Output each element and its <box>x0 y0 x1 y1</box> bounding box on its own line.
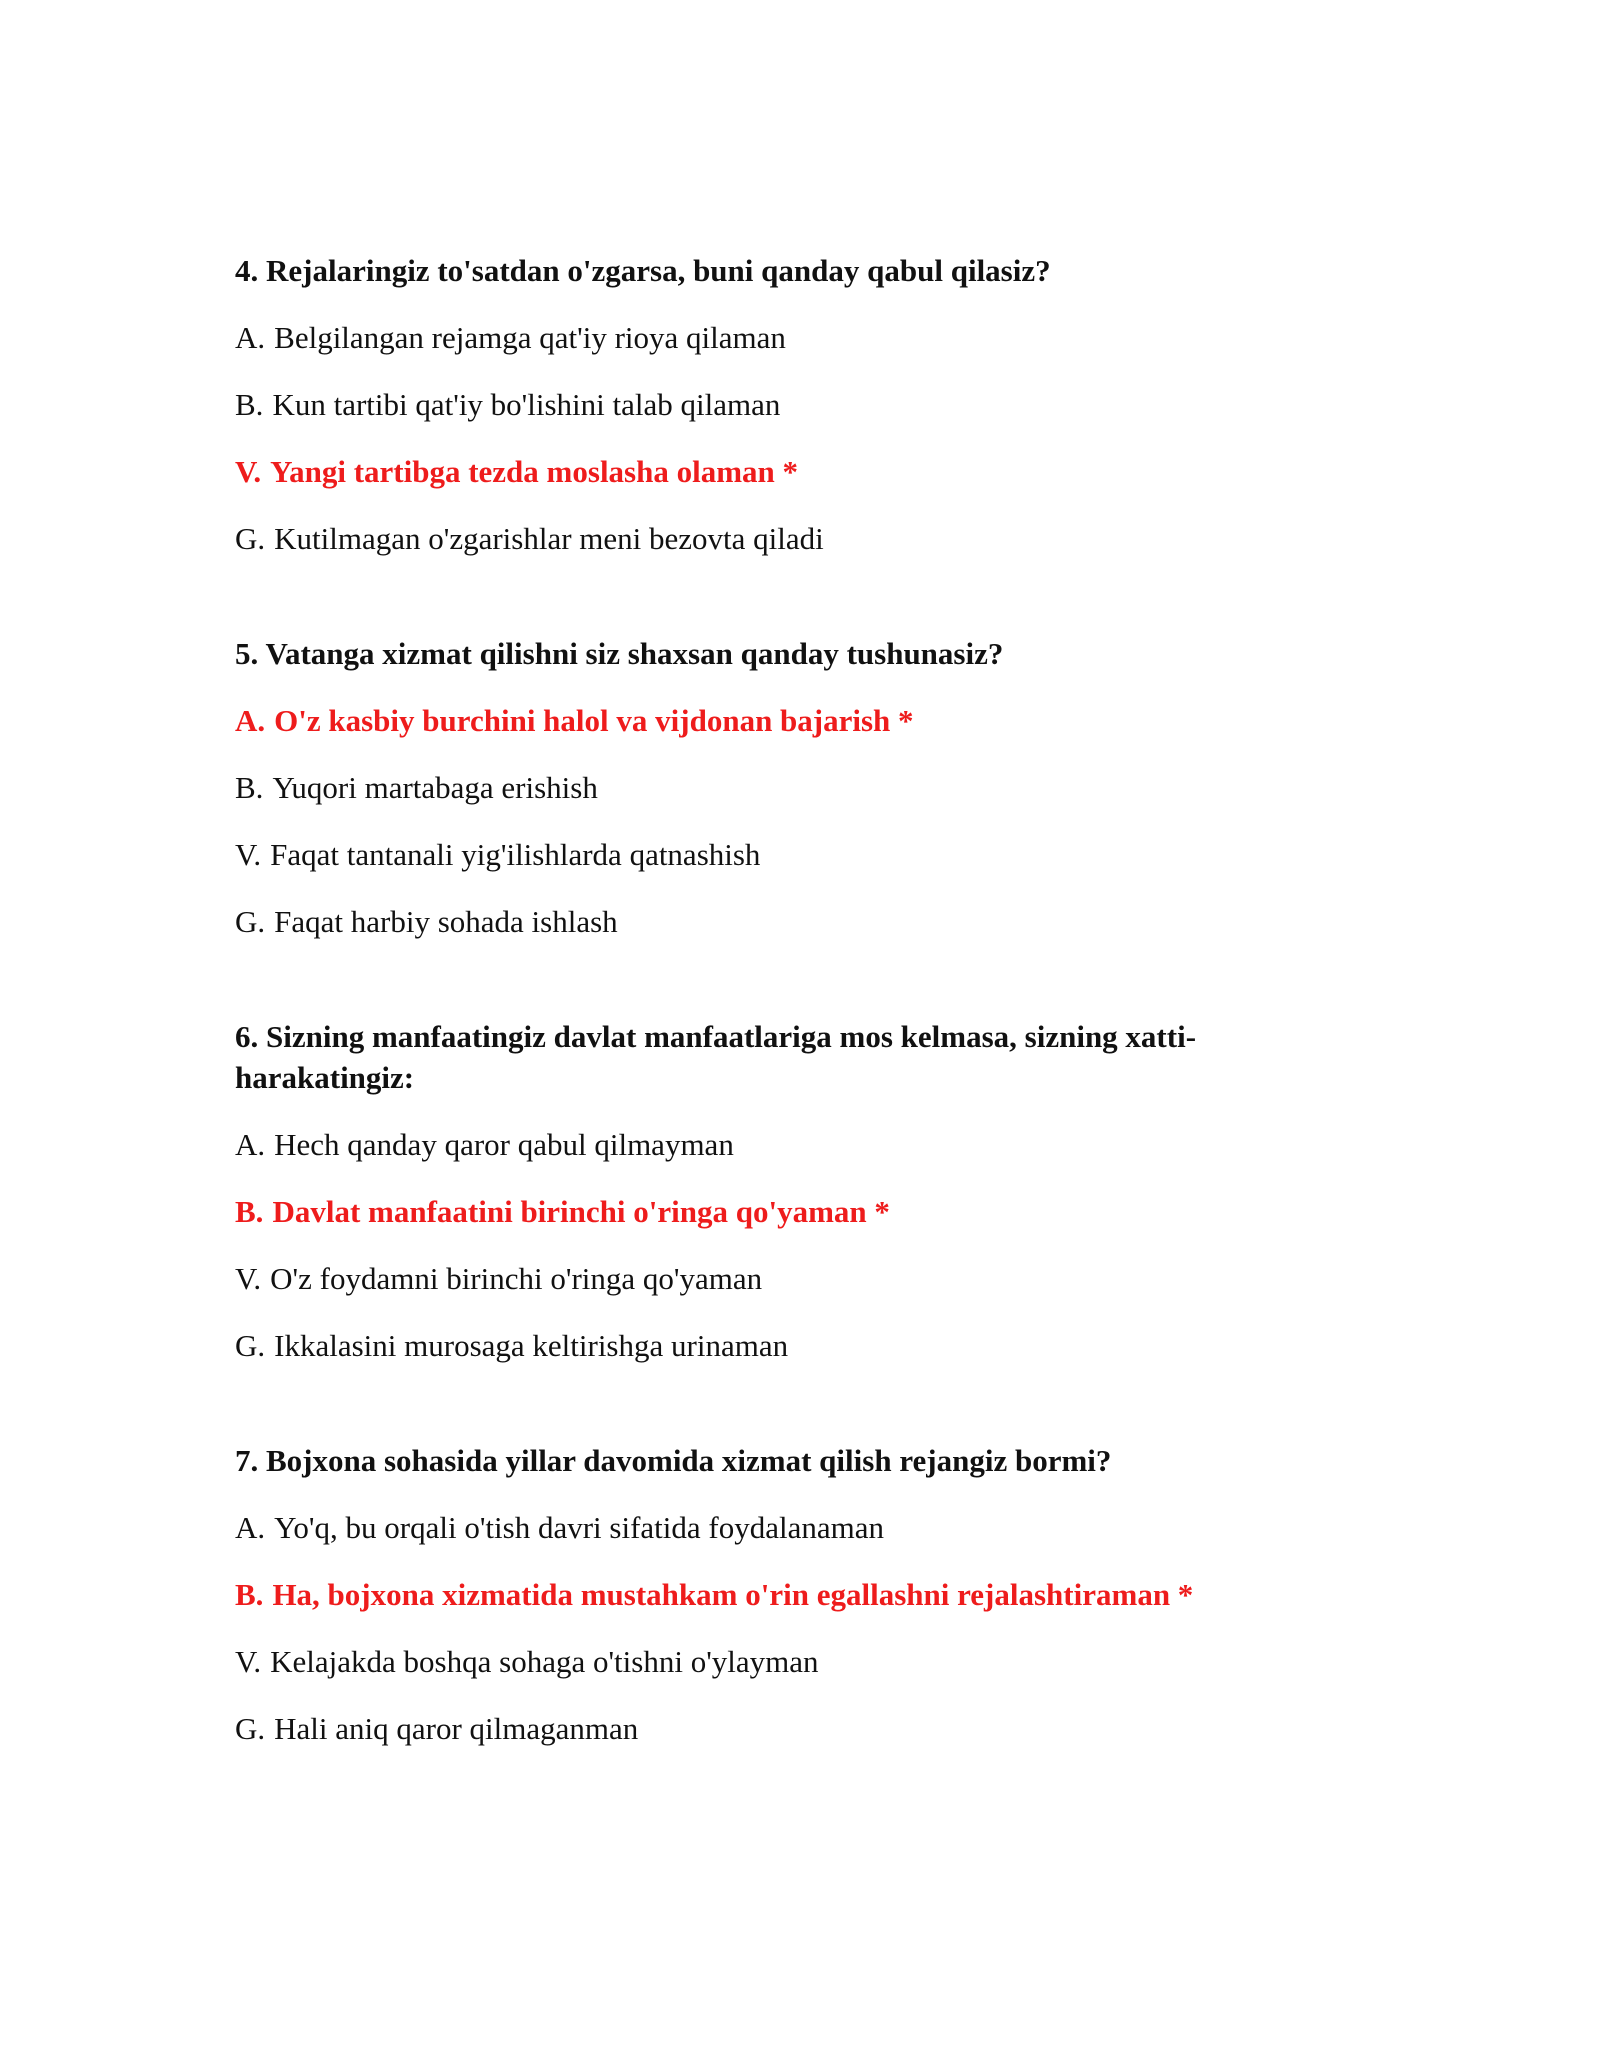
option-text: Kutilmagan o'zgarishlar meni bezovta qiladi <box>274 521 824 556</box>
question-text: 5. Vatanga xizmat qilishni siz shaxsan qanday tushunasiz? <box>235 636 1004 671</box>
option-text: Faqat tantanali yig'ilishlarda qatnashish <box>270 837 761 872</box>
option-text: Belgilangan rejamga qat'iy rioya qilaman <box>274 320 786 355</box>
option-letter: A. <box>235 703 266 738</box>
question-text: 7. Bojxona sohasida yillar davomida xizmat qilish rejangiz bormi? <box>235 1443 1112 1478</box>
option-letter: V. <box>235 454 262 489</box>
option-text: Hali aniq qaror qilmaganman <box>274 1711 639 1746</box>
option-letter: A. <box>235 1127 266 1162</box>
question-block-5 <box>235 633 1235 942</box>
option-text: Ikkalasini murosaga keltirishga urinaman <box>274 1328 789 1363</box>
answer-option-a-correct <box>235 700 1235 741</box>
option-letter: G. <box>235 1328 266 1363</box>
answer-option-b <box>235 767 1235 808</box>
option-letter: B. <box>235 1577 264 1612</box>
answer-option-b <box>235 384 1235 425</box>
option-text: Ha, bojxona xizmatida mustahkam o'rin egallashni rejalashtiraman * <box>272 1577 1194 1612</box>
option-text: Faqat harbiy sohada ishlash <box>274 904 618 939</box>
answer-option-v <box>235 1641 1235 1682</box>
option-letter: B. <box>235 1194 264 1229</box>
option-text: Yangi tartibga tezda moslasha olaman * <box>270 454 799 489</box>
option-letter: A. <box>235 1510 266 1545</box>
option-letter: G. <box>235 904 266 939</box>
answer-option-g <box>235 1708 1235 1749</box>
question-text: 4. Rejalaringiz to'satdan o'zgarsa, buni qanday qabul qilasiz? <box>235 253 1051 288</box>
answer-option-v <box>235 834 1235 875</box>
answer-option-g <box>235 901 1235 942</box>
option-text: O'z kasbiy burchini halol va vijdonan bajarish * <box>274 703 914 738</box>
answer-option-g <box>235 518 1235 559</box>
question-block-7 <box>235 1440 1235 1749</box>
option-letter: B. <box>235 387 264 422</box>
option-text: Yo'q, bu orqali o'tish davri sifatida foydalanaman <box>274 1510 884 1545</box>
option-text: Kun tartibi qat'iy bo'lishini talab qilaman <box>272 387 781 422</box>
question-block-4 <box>235 250 1235 559</box>
answer-option-g <box>235 1325 1235 1366</box>
option-text: O'z foydamni birinchi o'ringa qo'yaman <box>270 1261 763 1296</box>
answer-option-v <box>235 1258 1235 1299</box>
option-letter: A. <box>235 320 266 355</box>
option-text: Yuqori martabaga erishish <box>272 770 598 805</box>
option-text: Davlat manfaatini birinchi o'ringa qo'yaman * <box>272 1194 890 1229</box>
document-page <box>235 250 1235 1823</box>
option-text: Hech qanday qaror qabul qilmayman <box>274 1127 734 1162</box>
answer-option-b-correct <box>235 1191 1235 1232</box>
option-letter: V. <box>235 1644 262 1679</box>
option-text: Kelajakda boshqa sohaga o'tishni o'ylayman <box>270 1644 819 1679</box>
option-letter: V. <box>235 837 262 872</box>
option-letter: V. <box>235 1261 262 1296</box>
option-letter: G. <box>235 1711 266 1746</box>
answer-option-b-correct <box>235 1574 1235 1615</box>
answer-option-v-correct <box>235 451 1235 492</box>
option-letter: G. <box>235 521 266 556</box>
question-text: 6. Sizning manfaatingiz davlat manfaatlariga mos kelmasa, sizning xatti-harakatingiz: <box>235 1019 1197 1095</box>
option-letter: B. <box>235 770 264 805</box>
answer-option-a <box>235 1124 1235 1165</box>
answer-option-a <box>235 1507 1235 1548</box>
question-block-6 <box>235 1016 1235 1366</box>
answer-option-a <box>235 317 1235 358</box>
